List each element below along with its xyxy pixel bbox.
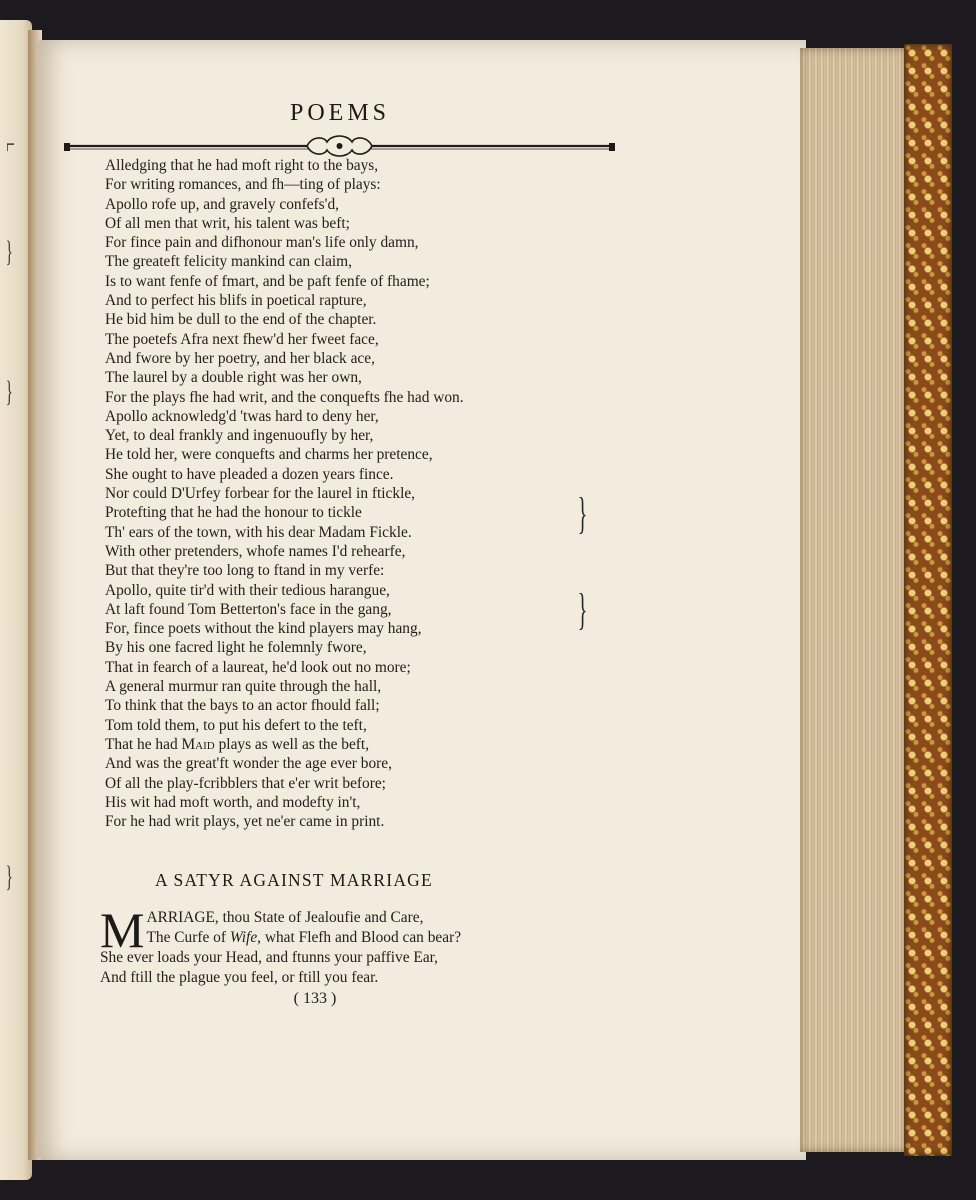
poem-line: The laurel by a double right was her own, — [105, 369, 362, 387]
poem-text — [105, 156, 585, 831]
poem-line: For he had writ plays, yet ne'er came in print. — [105, 813, 385, 831]
poem-line: He told her, were conquefts and charms her pretence, — [105, 446, 433, 464]
poem-line: The Curfe of Wife, what Flefh and Blood can bear? — [146, 929, 462, 946]
facing-page-brace: } — [5, 235, 13, 268]
poem-title: A SATYR AGAINST MARRIAGE — [155, 870, 433, 890]
poem-line: Tom told them, to put his defert to the teft, — [105, 716, 367, 734]
poem-line: That he had Maid plays as well as the beft, — [105, 735, 370, 753]
poem-line: And was the great'ft wonder the age ever bore, — [105, 755, 392, 773]
poem-line: ARRIAGE, thou State of Jealoufie and Care, — [146, 909, 424, 926]
poem-line: By his one facred light he folemnly fwore, — [105, 639, 367, 657]
poem-line: His wit had moft worth, and modefty in't, — [105, 793, 361, 811]
gilt-tooled-cover — [904, 44, 952, 1156]
poem-line: A general murmur ran quite through the hall, — [105, 678, 382, 696]
poem-line: Is to want fenfe of fmart, and be paft fenfe of fhame; — [105, 272, 430, 290]
facing-page-brace: } — [5, 375, 13, 408]
poem-line: And fwore by her poetry, and her black ace, — [105, 349, 375, 367]
poem-line: He bid him be dull to the end of the chapter. — [105, 311, 377, 329]
poem-line: For writing romances, and fh—ting of plays: — [105, 176, 381, 194]
facing-page-mark: ⌐ — [6, 128, 15, 161]
poem-line: Protefting that he had the honour to tickle — [105, 504, 362, 522]
poem-line: With other pretenders, whofe names I'd rehearfe, — [105, 542, 406, 560]
running-head: POEMS — [289, 100, 391, 126]
poem-line: For fince pain and difhonour man's life only damn, — [105, 234, 419, 252]
poem-line: She ever loads your Head, and ftunns your paffive Ear, — [100, 949, 439, 966]
poem-line: The greateft felicity mankind can claim, — [105, 253, 352, 271]
poem-line: Yet, to deal frankly and ingenuoufly by her, — [105, 427, 374, 445]
satyr-poem — [100, 902, 570, 988]
poem-line: And to perfect his blifs in poetical rapture, — [105, 292, 367, 310]
triplet-brace: } — [577, 585, 588, 634]
page-number: ( 133 ) — [293, 990, 337, 1007]
poem-line: Apollo rofe up, and gravely confefs'd, — [105, 195, 339, 213]
poem-line: The poetefs Afra next fhew'd her fweet face, — [105, 330, 379, 348]
ornamental-rule — [62, 130, 617, 158]
poem-line: She ought to have pleaded a dozen years fince. — [105, 465, 394, 483]
poem-line: For, fince poets without the kind players may hang, — [105, 620, 422, 638]
poem-line: But that they're too long to ftand in my verfe: — [105, 562, 385, 580]
poem-line: And ftill the plague you feel, or ftill you fear. — [100, 969, 379, 986]
poem-line: Alledging that he had moft right to the bays, — [105, 157, 379, 174]
poem-line: Nor could D'Urfey forbear for the laurel in ftickle, — [105, 485, 416, 503]
poem-line: Of all the play-fcribblers that e'er writ before; — [105, 774, 386, 792]
poem-line: Of all men that writ, his talent was beft; — [105, 214, 350, 232]
poem-line: For the plays fhe had writ, and the conquefts fhe had won. — [105, 388, 464, 406]
poem-line: Apollo, quite tir'd with their tedious harangue, — [105, 581, 390, 599]
poem-line: At laft found Tom Betterton's face in the gang, — [105, 600, 392, 618]
poem-line: Apollo acknowledg'd 'twas hard to deny her, — [105, 407, 379, 425]
drop-cap: M — [100, 902, 145, 958]
poem-line: That in fearch of a laureat, he'd look out no more; — [105, 658, 411, 676]
poem-line: Th' ears of the town, with his dear Madam Fickle. — [105, 523, 412, 541]
page-edges — [800, 48, 908, 1152]
triplet-brace: } — [577, 489, 588, 538]
poem-line: To think that the bays to an actor fhould fall; — [105, 697, 380, 715]
facing-page-brace: } — [5, 860, 13, 893]
